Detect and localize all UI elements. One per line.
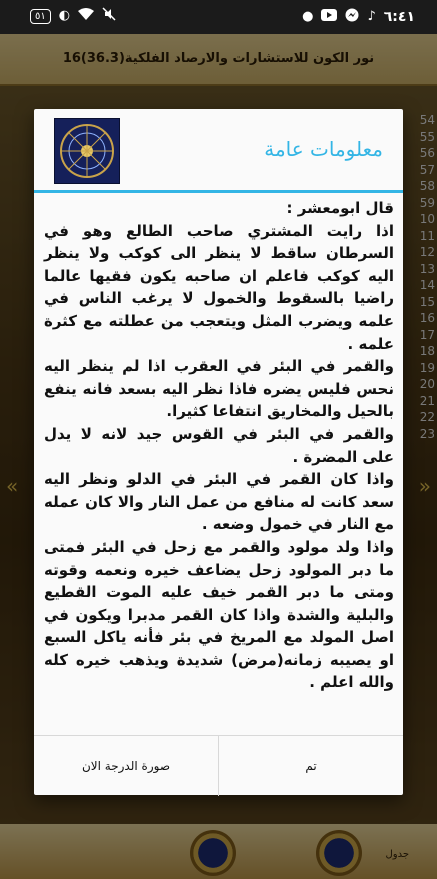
side-number: 12 bbox=[419, 245, 435, 259]
dialog-divider bbox=[34, 190, 403, 193]
battery-icon bbox=[30, 9, 51, 24]
side-number: 18 bbox=[419, 344, 435, 358]
dot-icon: ● bbox=[302, 9, 314, 24]
youtube-icon bbox=[321, 9, 337, 25]
side-number: 56 bbox=[419, 146, 435, 160]
side-number: 14 bbox=[419, 278, 435, 292]
side-number: 58 bbox=[419, 179, 435, 193]
side-number: 57 bbox=[419, 162, 435, 177]
side-number: 21 bbox=[419, 393, 435, 408]
clock: ٦:٤١ bbox=[383, 9, 415, 25]
status-icons-left bbox=[30, 7, 116, 25]
dialog-buttons bbox=[34, 735, 403, 796]
side-number: 22 bbox=[419, 410, 435, 424]
battery-level: ٥١ bbox=[35, 10, 46, 22]
side-number: 54 bbox=[419, 113, 435, 127]
left-arrow-icon[interactable]: « bbox=[6, 474, 19, 498]
status-icons-right bbox=[302, 8, 415, 26]
messenger-icon bbox=[345, 8, 359, 26]
tiktok-icon: ♪ bbox=[367, 9, 376, 24]
side-number: 13 bbox=[419, 261, 435, 276]
side-number: 19 bbox=[419, 360, 435, 375]
table-label[interactable]: جدول bbox=[385, 849, 409, 860]
background-title: نور الكون للاستشارات والارصاد الفلكية(36.3)16 bbox=[62, 51, 375, 66]
side-number: 16 bbox=[419, 311, 435, 325]
side-number: 55 bbox=[419, 129, 435, 144]
dialog-title: معلومات عامة bbox=[264, 137, 383, 161]
side-number: 23 bbox=[419, 426, 435, 441]
data-saver-icon: ◐ bbox=[58, 8, 71, 23]
app-logo-icon bbox=[54, 118, 120, 184]
current-degree-image-button[interactable]: صورة الدرجة الان bbox=[81, 759, 171, 773]
mute-icon bbox=[102, 7, 116, 25]
dialog-message: قال ابومعشر : اذا رايت المشتري صاحب الطالع وهو في السرطان ساقط لا ينظر الى كوكب ولا ينظر اليه كوكب فاعلم ان صاحبه يكون فقيها عالما راضيا بالسقوط والخمول لا يرغب الناس في علمه ويضرب المثل ويتعجب من عطلته مع كثرة علمه . والقمر في البئر في العقرب اذا لم ينظر اليه نحس فليس يضره فاذا نظر اليه بسعد فانه ينفع بالحيل والمخاريق انتفاعا كثيرا. والقمر في البئر في القوس جيد لانه لا يدل على المضرة . واذا كان القمر في البئر في الدلو ونظر اليه سعد كانت له منافع من عمل النار والا كان عمله مع النار في خمول وضعه . واذا ولد مولود والقمر مع زحل في البئر فمتى ما دبر المولود زحل يضاعف خيره ونعمه وقوته ومتى ما دبر القمر خيف عليه الموت القطيع والبلية والشدة واذا كان القمر مدبرا ويكون في اصل المولد مع المريخ في بئر فأنه ياكل السبع او يصيبه زمانه(مرض) شديدة ويذهب خيره كله والله اعلم . bbox=[44, 199, 394, 692]
info-dialog bbox=[34, 109, 403, 795]
side-number: 59 bbox=[419, 195, 435, 210]
status-bar bbox=[0, 0, 437, 34]
right-arrow-icon[interactable]: » bbox=[418, 474, 431, 498]
side-number: 11 bbox=[419, 228, 435, 243]
ok-button[interactable]: تم bbox=[218, 736, 403, 796]
side-number: 17 bbox=[419, 327, 435, 342]
side-number: 20 bbox=[419, 377, 435, 391]
wifi-icon bbox=[78, 8, 94, 25]
side-number: 10 bbox=[419, 212, 435, 226]
side-number: 15 bbox=[419, 294, 435, 309]
dialog-header bbox=[34, 109, 403, 191]
